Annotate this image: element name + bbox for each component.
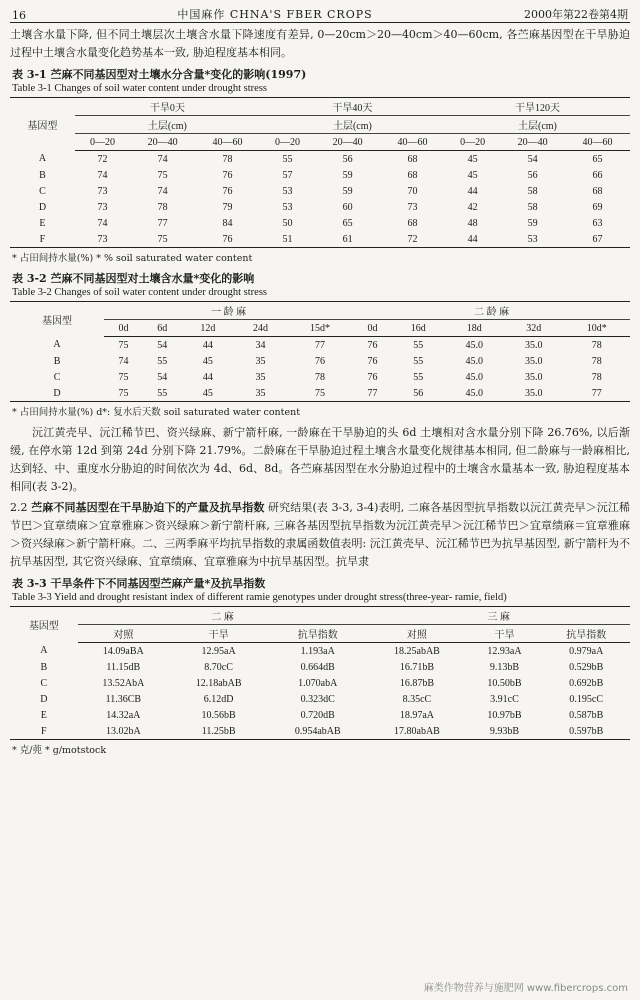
table-1-cell: 68 (407, 169, 418, 181)
section-title: 苎麻不同基因型在干旱胁迫下的产量及抗旱指数 (31, 501, 265, 514)
table-3-cell: 10.56bB (201, 709, 236, 721)
table-2-cell: 78 (314, 371, 325, 383)
table-2-cell: 55 (157, 387, 168, 399)
table-1-cell: 68 (407, 217, 418, 229)
table-2-cell: 35 (255, 387, 266, 399)
table-3-cell: 0.664dB (300, 661, 335, 673)
table-3-cell: 10.50bB (487, 677, 522, 689)
table-1-cell: 70 (407, 185, 418, 197)
table-3-cell: 3.91cC (490, 693, 519, 705)
table-2-caption-en: Table 3-2 Changes of soil water content under drought stress (12, 287, 267, 298)
table-3-cell: 14.09aBA (102, 645, 144, 657)
table-1-cell: 74 (157, 185, 168, 197)
table-1-layer: 0—20 (445, 134, 500, 151)
table-2-cell: 54 (157, 371, 168, 383)
table-1-cell: C (39, 185, 46, 197)
table-2-cell: 45 (202, 387, 213, 399)
table-2-cell: 75 (118, 339, 129, 351)
table-1-row (10, 151, 630, 168)
table-1-cell: 59 (527, 217, 538, 229)
table-1-cell: 73 (407, 201, 418, 213)
table-2-row (10, 353, 630, 369)
table-2-cell: 78 (591, 355, 602, 367)
table-2-cell: 55 (413, 355, 424, 367)
table-3-subheader: 对照 (367, 625, 466, 643)
table-3-cell: 10.97bB (487, 709, 522, 721)
table-2-cell: C (53, 371, 61, 383)
table-2-cell: 55 (413, 371, 424, 383)
table-1-cell: 73 (97, 201, 108, 213)
paragraph-2: 沅江黄壳早、沅江稀节巴、资兴绿麻、新宁箭杆麻, 一龄麻在干旱胁迫的头 6d 土壤相对含水量分别下降 26.76%, 以后渐缓, 在停水第 12d 到第 24d 分别下降 21.79%。二龄麻在干旱胁迫过程土壤含水量变化规律基本相同, 但二龄麻与一龄麻相比, 达到轻、中、重度水分胁迫的时间依次为 4d、6d、8d。各苎麻基因型在水分胁迫过程中的土壤含水量基本一致, 胁迫程度基本相同(表 3-2)。 (10, 426, 630, 493)
table-1-cell: 50 (282, 217, 293, 229)
table-3-cell: A (40, 645, 48, 657)
table-1-group: 干旱120天 (445, 98, 630, 116)
table-3-cell: 18.97aA (399, 709, 434, 721)
table-3-cell: 13.02bA (105, 725, 141, 737)
table-3-cell: 0.979aA (569, 645, 604, 657)
table-1-layer: 40—60 (565, 134, 630, 151)
paper-page (8, 0, 632, 1000)
page-number: 16 (12, 9, 26, 22)
table-1-cell: A (38, 153, 47, 165)
table-1-layer: 20—40 (130, 134, 195, 151)
table-1-cell: 59 (342, 169, 353, 181)
table-1-group: 干旱0天 (75, 98, 260, 116)
table-3-cell: 12.95aA (201, 645, 236, 657)
table-2-cell: 75 (118, 371, 129, 383)
table-2 (10, 301, 630, 402)
table-3-cell: 8.70cC (204, 661, 233, 673)
table-1-soil-label: 土层(cm) (75, 116, 260, 134)
table-2-cell: 76 (367, 371, 378, 383)
table-2-cell: 45.0 (465, 371, 483, 383)
table-1-layer: 20—40 (500, 134, 565, 151)
table-3-cell: C (40, 677, 48, 689)
table-1-cell: 45 (467, 153, 478, 165)
table-1-group: 干旱40天 (260, 98, 445, 116)
table-1-cell: 44 (467, 233, 478, 245)
table-1-cell: 79 (222, 201, 233, 213)
table-3-row (10, 723, 630, 740)
table-2-day: 0d (104, 320, 143, 337)
table-3-cell: 18.25abAB (394, 645, 440, 657)
table-2-cell: 76 (314, 355, 325, 367)
table-2-cell: 75 (314, 387, 325, 399)
table-2-cell: 55 (413, 339, 424, 351)
table-2-cell: 75 (118, 387, 129, 399)
table-1-cell: 68 (592, 185, 603, 197)
table-1-cell: 76 (222, 233, 233, 245)
table-2-note: * 占田间持水量(%) d*: 复水后天数 soil saturated water content (12, 407, 301, 418)
table-2-day: 18d (445, 320, 505, 337)
table-3-cell: 9.13bB (489, 661, 520, 673)
table-1-cell: 54 (527, 153, 538, 165)
table-1-cell: 58 (527, 201, 538, 213)
table-1-caption-cn: 表 3-1 苎麻不同基因型对土壤水分含量*变化的影响(1997) (12, 68, 307, 81)
table-1-layer: 0—20 (260, 134, 315, 151)
table-1-cell: B (39, 169, 46, 181)
table-1-cell: 78 (157, 201, 168, 213)
table-1-cell: 75 (157, 169, 168, 181)
table-3-cell: 16.87bB (399, 677, 434, 689)
table-3-cell: 13.52AbA (102, 677, 145, 689)
page-header (10, 0, 630, 23)
table-1-cell: 55 (282, 153, 293, 165)
table-1-row (10, 183, 630, 199)
table-3-cell: 17.80abAB (394, 725, 440, 737)
table-1-row (10, 167, 630, 183)
table-3-cell: 1.193aA (300, 645, 335, 657)
table-3-cell: 0.529bB (569, 661, 604, 673)
table-1-cell: F (39, 233, 46, 245)
table-1-cell: 77 (157, 217, 168, 229)
paragraph-1: 土壤含水量下降, 但不同土壤层次土壤含水量下降速度有差异, 0—20cm＞20—40cm＞40—60cm, 各苎麻基因型在干旱胁迫过程中土壤含水量变化趋势基本一致, 胁迫程度基本相同。 (10, 28, 630, 59)
table-3-cell: 16.71bB (399, 661, 434, 673)
table-1-cell: 74 (157, 153, 168, 165)
table-1-cell: 66 (592, 169, 603, 181)
table-3-cell: 8.35cC (402, 693, 432, 705)
table-1-cell: 72 (97, 153, 108, 165)
table-2-cell: 76 (367, 355, 378, 367)
table-1-cell: 76 (222, 169, 233, 181)
table-2-cell: 45 (202, 355, 213, 367)
table-3-cell: E (40, 709, 47, 721)
table-3-cell: 6.12dD (203, 693, 234, 705)
table-1-layer: 40—60 (380, 134, 445, 151)
table-3-cell: 0.323dC (300, 693, 335, 705)
table-1-cell: 74 (97, 217, 108, 229)
table-1-layer: 0—20 (75, 134, 130, 151)
table-1-note: * 占田间持水量(%) * % soil saturated water content (12, 253, 253, 264)
table-2-cell: 54 (157, 339, 168, 351)
table-2-cell: 35 (255, 355, 266, 367)
table-2-day: 24d (234, 320, 287, 337)
table-3-cell: 1.070abA (298, 677, 338, 689)
table-3-subheader: 干旱 (169, 625, 268, 643)
table-1-cell: 74 (97, 169, 108, 181)
table-3-cell: B (40, 661, 48, 673)
table-1-cell: 53 (282, 185, 293, 197)
table-3-cell: 12.93aA (487, 645, 522, 657)
table-1-cell: 67 (592, 233, 603, 245)
watermark: 麻类作物营养与施肥网 www.fibercrops.com (423, 983, 628, 994)
table-2-cell: 35.0 (525, 339, 543, 351)
table-2-cell: B (53, 355, 61, 367)
table-1-cell: 84 (222, 217, 233, 229)
table-3-cell: 11.25bB (201, 725, 236, 737)
table-2-cell: 35.0 (525, 387, 543, 399)
table-2-cell: 55 (157, 355, 168, 367)
table-3-subheader: 抗旱指数 (542, 625, 630, 643)
table-3-cell: 14.32aA (106, 709, 141, 721)
table-1-cell: 60 (342, 201, 353, 213)
table-3-cell: F (41, 725, 47, 737)
table-3-col-header: 基因型 (28, 621, 59, 633)
table-1-row (10, 199, 630, 215)
table-3-cell: 0.195cC (569, 693, 604, 705)
table-2-cell: D (53, 387, 61, 399)
table-1-cell: 65 (592, 153, 603, 165)
table-2-cell: 44 (202, 371, 213, 383)
table-3-cell: 0.720dB (300, 709, 335, 721)
table-1-cell: 57 (282, 169, 293, 181)
table-2-day: 6d (143, 320, 182, 337)
table-3-group: 二 麻 (78, 607, 368, 625)
table-3-cell: 0.587bB (569, 709, 604, 721)
table-3-subheader: 抗旱指数 (268, 625, 367, 643)
table-1-cell: 53 (527, 233, 538, 245)
table-2-cell: 78 (591, 371, 602, 383)
table-1-cell: 65 (342, 217, 353, 229)
table-1-cell: 61 (342, 233, 353, 245)
table-1-layer: 40—60 (195, 134, 260, 151)
table-2-cell: 34 (255, 339, 266, 351)
table-1-caption-en: Table 3-1 Changes of soil water content under drought stress (12, 83, 267, 94)
table-3-caption-en: Table 3-3 Yield and drought resistant index of different ramie genotypes under drought stress(three-year- ramie, field) (12, 592, 507, 603)
table-3-cell: 11.15dB (106, 661, 141, 673)
table-2-day: 32d (504, 320, 564, 337)
table-1-cell: 48 (467, 217, 478, 229)
table-2-cell: 45.0 (465, 387, 483, 399)
table-1-cell: 76 (222, 185, 233, 197)
table-3-group: 三 麻 (367, 607, 630, 625)
table-1-layer: 20—40 (315, 134, 380, 151)
table-1-row (10, 215, 630, 231)
table-2-cell: 35.0 (525, 355, 543, 367)
paragraph-3-text: 研究结果(表 3-3, 3-4)表明, 二麻各基因型抗旱指数以沅江黄壳早＞沅江稀节巴＞宜章绩麻＞宜章雅麻＞资兴绿麻＞新宁箭杆麻, 三麻各基因型抗旱指数为沅江黄壳早＞沅江稀节巴＞宜章绩麻＝宜章雅麻＞资兴绿麻＞新宁箭杆麻。二、三两季麻平均抗旱指数的隶属函数值表明: 沅江黄壳早、沅江稀节巴为抗旱基因型, 新宁箭杆为不抗旱基因型, 其它资兴绿麻、宜章绩麻、宜章雅麻为中抗旱基因型。抗旱隶 (10, 501, 630, 568)
table-2-cell: 77 (367, 387, 378, 399)
table-3-row (10, 707, 630, 723)
table-1-cell: 44 (467, 185, 478, 197)
table-1-cell: 69 (592, 201, 603, 213)
table-1-cell: 73 (97, 185, 108, 197)
table-1-soil-label: 土层(cm) (260, 116, 445, 134)
table-1-cell: 42 (467, 201, 478, 213)
table-2-cell: 35.0 (525, 371, 543, 383)
table-1-cell: 78 (222, 153, 233, 165)
table-2-row (10, 369, 630, 385)
table-2-cell: 77 (591, 387, 602, 399)
table-2-row (10, 385, 630, 402)
table-2-col-header: 基因型 (42, 315, 73, 327)
table-1-cell: 58 (527, 185, 538, 197)
table-2-group: 二 龄 麻 (353, 302, 630, 320)
table-1-soil-label: 土层(cm) (445, 116, 630, 134)
table-3-cell: 0.692bB (569, 677, 604, 689)
table-2-caption-cn: 表 3-2 苎麻不同基因型对土壤含水量*变化的影响 (12, 272, 255, 285)
section-number: 2.2 (10, 501, 28, 514)
table-1-cell: 68 (407, 153, 418, 165)
table-2-cell: 44 (202, 339, 213, 351)
table-1-cell: 75 (157, 233, 168, 245)
table-2-day: 16d (392, 320, 445, 337)
table-2-day: 15d* (287, 320, 353, 337)
table-3-row (10, 675, 630, 691)
table-1-cell: E (39, 217, 46, 229)
table-1-cell: 56 (527, 169, 538, 181)
table-1-cell: 72 (407, 233, 418, 245)
table-2-cell: 76 (367, 339, 378, 351)
table-3 (10, 606, 630, 740)
table-3-row (10, 691, 630, 707)
table-1-cell: 63 (592, 217, 603, 229)
table-2-day: 12d (182, 320, 235, 337)
table-2-group: 一 龄 麻 (104, 302, 353, 320)
table-2-row (10, 337, 630, 354)
table-3-cell: 0.597bB (569, 725, 604, 737)
table-2-cell: 77 (314, 339, 325, 351)
table-2-day: 10d* (564, 320, 631, 337)
table-3-subheader: 对照 (78, 625, 169, 643)
table-3-cell: 11.36CB (105, 693, 142, 705)
table-2-cell: 45.0 (465, 339, 483, 351)
table-3-row (10, 643, 630, 660)
table-1-cell: 73 (97, 233, 108, 245)
table-1 (10, 97, 630, 248)
table-2-cell: 78 (591, 339, 602, 351)
table-3-cell: 0.954abAB (294, 725, 341, 737)
table-1-cell: 59 (342, 185, 353, 197)
paragraph-3 (10, 499, 630, 571)
table-1-cell: 56 (342, 153, 353, 165)
table-2-cell: 56 (413, 387, 424, 399)
table-3-note: * 克/蔸 * g/motstock (12, 745, 107, 756)
journal-name: 中国麻作 CHNA'S FBER CROPS (177, 8, 373, 21)
table-1-row (10, 231, 630, 248)
table-2-cell: 35 (255, 371, 266, 383)
table-1-col-header: 基因型 (27, 120, 58, 132)
table-1-cell: 51 (282, 233, 293, 245)
table-3-caption-cn: 表 3-3 干旱条件下不同基因型苎麻产量*及抗旱指数 (12, 577, 266, 590)
table-3-cell: 12.18abAB (195, 677, 242, 689)
table-2-cell: 45.0 (465, 355, 483, 367)
table-2-day: 0d (353, 320, 392, 337)
table-1-cell: 53 (282, 201, 293, 213)
table-3-row (10, 659, 630, 675)
issue-info: 2000年第22卷第4期 (524, 8, 628, 21)
table-2-cell: 74 (118, 355, 129, 367)
table-1-cell: 45 (467, 169, 478, 181)
table-3-cell: 9.93bB (489, 725, 520, 737)
table-3-cell: D (40, 693, 48, 705)
table-3-subheader: 干旱 (467, 625, 543, 643)
table-1-cell: D (38, 201, 47, 213)
table-2-cell: A (53, 339, 61, 351)
